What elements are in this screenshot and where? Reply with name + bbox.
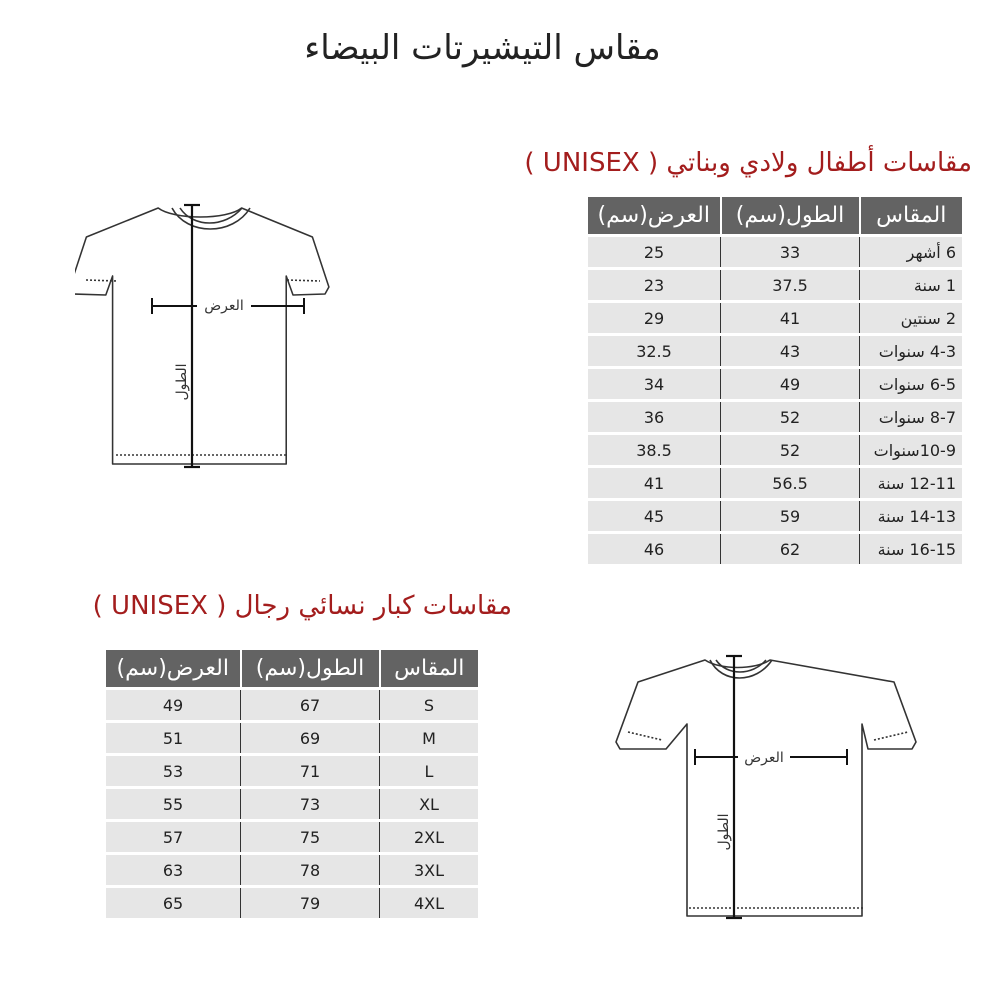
size-cell: XL bbox=[380, 788, 479, 821]
table-row bbox=[588, 500, 962, 533]
table-row bbox=[588, 401, 962, 434]
width-cell: 38.5 bbox=[588, 434, 721, 467]
adults-size-table bbox=[106, 650, 478, 918]
adults-section-title: مقاسات كبار نسائي رجال ( UNISEX ) bbox=[92, 591, 512, 621]
adults-tshirt-diagram bbox=[612, 652, 922, 920]
length-cell: 52 bbox=[721, 434, 860, 467]
width-cell: 49 bbox=[106, 689, 241, 722]
table-row bbox=[588, 368, 962, 401]
width-cell: 51 bbox=[106, 722, 241, 755]
table-row bbox=[106, 755, 478, 788]
width-cell: 65 bbox=[106, 887, 241, 919]
width-cell: 23 bbox=[588, 269, 721, 302]
width-cell: 45 bbox=[588, 500, 721, 533]
kids-header-size: المقاس bbox=[860, 197, 963, 236]
table-row bbox=[106, 821, 478, 854]
adults-header-length: الطول(سم) bbox=[241, 650, 380, 689]
width-cell: 25 bbox=[588, 236, 721, 269]
length-cell: 67 bbox=[241, 689, 380, 722]
table-row bbox=[588, 533, 962, 565]
size-cell: 6 أشهر bbox=[860, 236, 963, 269]
table-row bbox=[106, 689, 478, 722]
width-cell: 29 bbox=[588, 302, 721, 335]
page-title: مقاس التيشيرتات البيضاء bbox=[304, 28, 661, 68]
length-cell: 69 bbox=[241, 722, 380, 755]
length-cell: 62 bbox=[721, 533, 860, 565]
table-row bbox=[588, 335, 962, 368]
length-cell: 33 bbox=[721, 236, 860, 269]
length-cell: 59 bbox=[721, 500, 860, 533]
table-row bbox=[106, 722, 478, 755]
width-cell: 32.5 bbox=[588, 335, 721, 368]
length-cell: 43 bbox=[721, 335, 860, 368]
length-cell: 73 bbox=[241, 788, 380, 821]
length-arrow bbox=[726, 656, 742, 918]
kids-header-width: العرض(سم) bbox=[588, 197, 721, 236]
size-cell: S bbox=[380, 689, 479, 722]
size-cell: 6-5 سنوات bbox=[860, 368, 963, 401]
length-cell: 52 bbox=[721, 401, 860, 434]
size-cell: 2 سنتين bbox=[860, 302, 963, 335]
kids-section-title: مقاسات أطفال ولادي وبناتي ( UNISEX ) bbox=[524, 148, 972, 178]
kids-size-table bbox=[588, 197, 962, 564]
size-cell: 4-3 سنوات bbox=[860, 335, 963, 368]
length-label: الطول bbox=[174, 363, 190, 401]
kids-table-header-row bbox=[588, 197, 962, 236]
size-cell: 2XL bbox=[380, 821, 479, 854]
width-label: العرض bbox=[204, 298, 244, 314]
tshirt-outline-icon bbox=[616, 660, 916, 916]
table-row bbox=[588, 467, 962, 500]
length-cell: 56.5 bbox=[721, 467, 860, 500]
adults-table-header-row bbox=[106, 650, 478, 689]
table-row bbox=[588, 434, 962, 467]
length-cell: 41 bbox=[721, 302, 860, 335]
size-cell: 12-11 سنة bbox=[860, 467, 963, 500]
length-label: الطول bbox=[716, 813, 732, 851]
length-cell: 71 bbox=[241, 755, 380, 788]
length-cell: 75 bbox=[241, 821, 380, 854]
length-cell: 37.5 bbox=[721, 269, 860, 302]
size-cell: 10-9سنوات bbox=[860, 434, 963, 467]
width-cell: 53 bbox=[106, 755, 241, 788]
size-cell: 14-13 سنة bbox=[860, 500, 963, 533]
table-row bbox=[106, 887, 478, 919]
length-cell: 49 bbox=[721, 368, 860, 401]
tshirt-outline-icon bbox=[75, 208, 329, 464]
width-cell: 63 bbox=[106, 854, 241, 887]
width-label: العرض bbox=[744, 750, 784, 766]
size-cell: L bbox=[380, 755, 479, 788]
adults-header-size: المقاس bbox=[380, 650, 479, 689]
table-row bbox=[588, 302, 962, 335]
width-cell: 36 bbox=[588, 401, 721, 434]
adults-header-width: العرض(سم) bbox=[106, 650, 241, 689]
size-cell: 1 سنة bbox=[860, 269, 963, 302]
size-cell: 8-7 سنوات bbox=[860, 401, 963, 434]
table-row bbox=[106, 854, 478, 887]
table-row bbox=[588, 269, 962, 302]
kids-header-length: الطول(سم) bbox=[721, 197, 860, 236]
size-cell: 16-15 سنة bbox=[860, 533, 963, 565]
kids-tshirt-diagram bbox=[75, 202, 331, 470]
table-row bbox=[588, 236, 962, 269]
width-cell: 57 bbox=[106, 821, 241, 854]
length-cell: 78 bbox=[241, 854, 380, 887]
size-cell: 3XL bbox=[380, 854, 479, 887]
size-cell: M bbox=[380, 722, 479, 755]
length-cell: 79 bbox=[241, 887, 380, 919]
length-arrow bbox=[184, 205, 200, 467]
width-cell: 55 bbox=[106, 788, 241, 821]
width-cell: 34 bbox=[588, 368, 721, 401]
width-cell: 46 bbox=[588, 533, 721, 565]
table-row bbox=[106, 788, 478, 821]
size-cell: 4XL bbox=[380, 887, 479, 919]
width-cell: 41 bbox=[588, 467, 721, 500]
